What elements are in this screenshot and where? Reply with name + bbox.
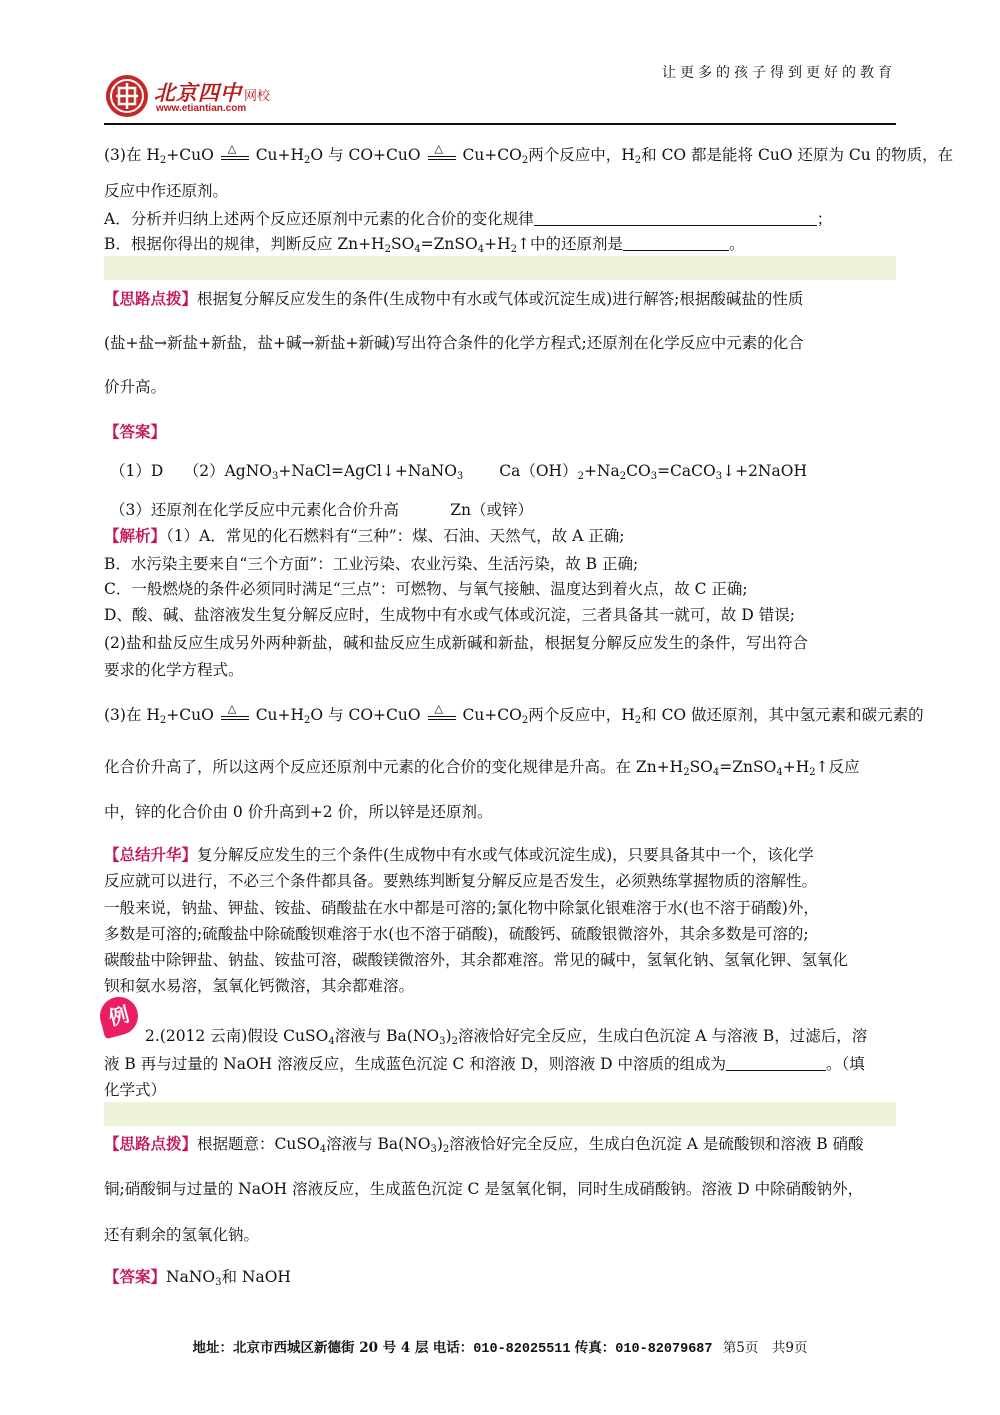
footer-addr-label: 地址： (192, 1340, 233, 1356)
answer-blank-example2[interactable] (726, 1056, 826, 1071)
answer-blank-b[interactable] (623, 236, 729, 251)
footer (0, 1336, 1000, 1357)
summary-line3: 一般来说，钠盐、钾盐、铵盐、硝酸盐在水中都是可溶的;氯化物中除氯化银难溶于水(也不溶于硝酸)外， (104, 899, 819, 917)
analysis1-line2: B．水污染主要来自“三个方面”：工业污染、农业污染、生活污染，故 B 正确; (104, 555, 639, 573)
example2-line3: 化学式） (104, 1081, 167, 1099)
logo (104, 73, 304, 123)
analysis1-line9: 中，锌的化合价由 0 价升高到+2 价，所以锌是还原剂。 (104, 803, 493, 821)
analysis1-line6: 要求的化学方程式。 (104, 661, 244, 679)
q3-part-a: A．分析并归纳上述两个反应还原剂中元素的化合价的变化规律 ； (104, 210, 833, 228)
answer-tag: 【答案】 (104, 1267, 167, 1286)
analysis1-line5: (2)盐和盐反应生成另外两种新盐，碱和盐反应生成新碱和新盐，根据复分解反应发生的条件，写出符合 (104, 634, 808, 652)
logo-seal-icon (104, 73, 150, 119)
analysis1-line7: (3)在 $H_2+CuO$ △ $Cu+H_2O$ 与 CO+CuO △ $Cu+CO_2$两个反应中，$H_2$和 CO 做还原剂，其中氢元素和碳元素的 (104, 702, 924, 726)
summary-line5: 碳酸盐中除钾盐、钠盐、铵盐可溶，碳酸镁微溶外，其余都难溶。常见的碱中，氢氧化钠、氢氧化钾、氢氧化 (104, 951, 849, 969)
heat-equals-icon: △ (219, 705, 251, 727)
q3-line2: 反应中作还原剂。 (104, 182, 229, 200)
header-rule (104, 123, 896, 125)
analysis-tag: 【解析】 (104, 526, 167, 545)
answer-blank-a[interactable] (534, 211, 817, 226)
footer-tel-label: 电话： (432, 1340, 474, 1356)
answer-band (104, 1102, 896, 1126)
logo-name: 北京四中 (154, 80, 242, 105)
answer1-tag: 【答案】 (104, 422, 167, 441)
example2-line2: 液 B 再与过量的 NaOH 溶液反应，生成蓝色沉淀 C 和溶液 D，则溶液 D 中溶质的组成为 。（填 (104, 1055, 865, 1073)
answer-band (104, 256, 896, 280)
tips2-line1: 【思路点拨】根据题意：CuSO$_4$溶液与 $Ba(NO_3)_2$溶液恰好完全反应，生成白色沉淀 A 是硫酸钡和溶液 B 硝酸 (104, 1134, 864, 1155)
tips1-line2: (盐+盐→新盐+新盐，盐+碱→新盐+新碱)写出符合条件的化学方程式;还原剂在化学反应中元素的化合 (104, 334, 804, 352)
tips2-line3: 还有剩余的氢氧化钠。 (104, 1226, 260, 1244)
q3-part-b: B．根据你得出的规律，判断反应 $Zn+H_2SO_4=ZnSO_4+H_2↑$中的还原剂是 。 (104, 235, 745, 255)
heat-equals-icon: △ (219, 145, 251, 167)
summary-line1: 【总结升华】复分解反应发生的三个条件(生成物中有水或气体或沉淀生成)，只要具备其中一个，该化学 (104, 845, 814, 864)
analysis1-line1: 【解析】（1）A．常见的化石燃料有“三种”：煤、石油、天然气，故 A 正确; (104, 526, 625, 545)
tips1-line3: 价升高。 (104, 378, 167, 396)
example-badge-icon: 例 (96, 993, 143, 1040)
footer-tel: 010-82025511 (473, 1342, 571, 1357)
analysis1-line8: 化合价升高了，所以这两个反应还原剂中元素的化合价的变化规律是升高。在 $Zn+H_2SO_4=ZnSO_4+H_2↑$反应 (104, 758, 860, 778)
tips1-line1: 【思路点拨】根据复分解反应发生的条件(生成物中有水或气体或沉淀生成)进行解答;根据酸碱盐的性质 (104, 289, 804, 308)
footer-addr: 北京市西城区新德街 20 号 4 层 (233, 1340, 429, 1356)
summary-line2: 反应就可以进行，不必三个条件都具备。要熟练判断复分解反应是否发生，必须熟练掌握物质的溶解性。 (104, 872, 818, 890)
summary-line4: 多数是可溶的;硫酸盐中除硫酸钡难溶于水(也不溶于硝酸)，硫酸钙、硫酸银微溶外，其余多数是可溶的; (104, 925, 809, 943)
answer1-line2: （3）还原剂在化学反应中元素化合价升高 Zn（或锌） (110, 501, 534, 519)
tips-tag: 【思路点拨】 (104, 1134, 198, 1153)
tips2-line2: 铜;硝酸铜与过量的 NaOH 溶液反应，生成蓝色沉淀 C 是氢氧化铜，同时生成硝酸钠。溶液 D 中除硝酸钠外， (104, 1180, 864, 1198)
answer2: 【答案】NaNO$_3$和 NaOH (104, 1267, 291, 1288)
footer-fax: 010-82079687 (615, 1342, 713, 1357)
analysis1-line3: C．一般燃烧的条件必须同时满足“三点”：可燃物、与氧气接触、温度达到着火点，故 C 正确; (104, 580, 748, 598)
tips-tag: 【思路点拨】 (104, 289, 198, 308)
logo-url: www.etiantian.com (156, 103, 247, 114)
heat-equals-icon: △ (426, 145, 458, 167)
heat-equals-icon: △ (426, 705, 458, 727)
footer-page: 第5页 共9页 (722, 1340, 808, 1356)
example2-line1: 2.(2012 云南)假设 CuSO$_4$溶液与 $Ba(NO_3)_2$溶液恰好完全反应，生成白色沉淀 A 与溶液 B，过滤后，溶 (145, 1027, 868, 1047)
analysis1-line4: D、酸、碱、盐溶液发生复分解反应时，生成物中有水或气体或沉淀，三者具备其一就可，故 D 错误; (104, 606, 795, 624)
header-slogan: 让更多的孩子得到更好的教育 (662, 64, 896, 80)
footer-fax-label: 传真： (574, 1340, 616, 1356)
answer1-line1: （1）D （2）AgNO$_3$+NaCl=AgCl↓+NaNO$_3$ $Ca(OH)_2+Na_2CO_3=CaCO_3↓+2NaOH$ (110, 462, 807, 482)
logo-suffix: 网校 (244, 89, 271, 104)
q3-line1: (3)在 $H_2+CuO$ △ $Cu+H_2O$ 与 CO+CuO △ $Cu+CO_2$两个反应中，$H_2$和 CO 都是能将 CuO 还原为 Cu 的物质，在 (104, 142, 954, 166)
summary-line6: 钡和氨水易溶，氢氧化钙微溶，其余都难溶。 (104, 977, 415, 995)
summary-tag: 【总结升华】 (104, 845, 198, 864)
